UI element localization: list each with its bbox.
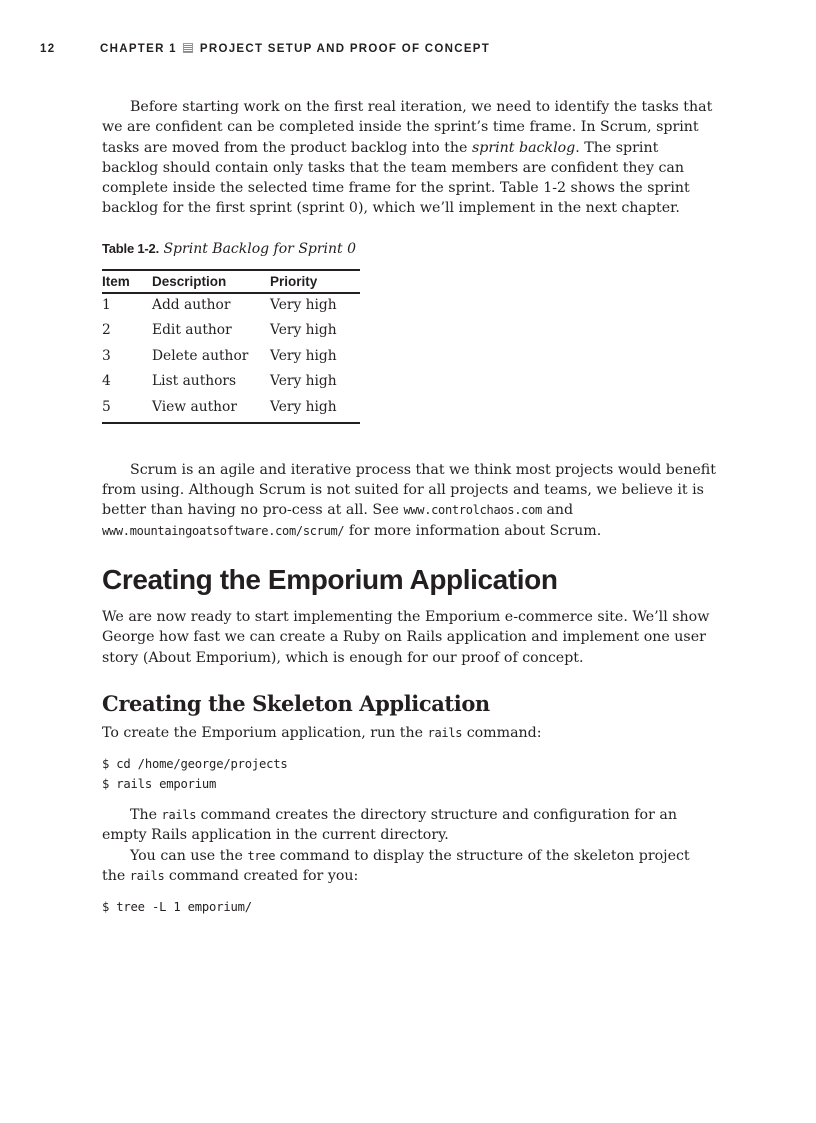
cell-item: 2 xyxy=(102,322,111,339)
cell-description: List authors xyxy=(152,373,237,390)
column-header-description: Description xyxy=(152,270,270,293)
table-row xyxy=(102,319,360,345)
cell-description: View author xyxy=(152,396,270,423)
cell-item: 1 xyxy=(102,296,111,313)
column-header-item: Item xyxy=(102,270,152,293)
code-block-tree: $ tree -L 1 emporium/ xyxy=(102,900,252,915)
link-mountaingoat[interactable]: www.mountaingoatsoftware.com/scrum/ xyxy=(102,523,345,538)
cell-item: 4 xyxy=(102,373,111,390)
rails-text-1: The xyxy=(130,807,162,824)
code-line: $ cd /home/george/projects xyxy=(102,757,288,772)
cell-priority: Very high xyxy=(270,347,337,364)
intro-text-2: . The sprint backlog should contain only tasks that the team members are confident they can complete inside the selected time frame for the sprint. Table 1-2 shows the sprint backlog for the first sprint (sprint 0), which we’ll implement in the next chapter. xyxy=(102,139,690,217)
code-block-create xyxy=(102,754,717,794)
table-row xyxy=(102,293,360,320)
scrum-text-1: Scrum is an agile and iterative process that we think most projects would benefit from using. Although Scrum is not suited for all projects and teams, we believe it is better than having no pro-cess at all. See xyxy=(102,461,716,519)
link-controlchaos[interactable]: www.controlchaos.com xyxy=(403,503,542,518)
cell-item: 5 xyxy=(102,396,152,423)
section1-paragraph: We are now ready to start implementing the Emporium e-commerce site. We’ll show George how fast we can create a Ruby on Rails application and implement one user story (About Emporium), which is enough for our proof of concept. xyxy=(102,608,710,666)
cell-priority: Very high xyxy=(270,373,337,390)
tree-paragraph xyxy=(102,846,717,887)
tree-text-2: command to display the structure of the skeleton project the xyxy=(102,847,690,885)
table-title: Sprint Backlog for Sprint 0 xyxy=(163,240,357,257)
scrum-text-2: for more information about Scrum. xyxy=(344,522,602,539)
skeleton-lead-text-2: command: xyxy=(462,724,542,741)
table-label: Table 1-2. xyxy=(102,240,160,256)
inline-code: tree xyxy=(247,848,276,863)
sprint-backlog-table xyxy=(102,269,360,424)
skeleton-lead xyxy=(102,723,717,743)
tree-text-1: You can use the xyxy=(130,847,248,864)
inline-code: rails xyxy=(129,869,165,884)
section-heading-emporium: Creating the Emporium Application xyxy=(102,563,558,595)
tree-text-3: command created for you: xyxy=(164,868,359,885)
running-header xyxy=(40,43,490,55)
cell-priority: Very high xyxy=(270,296,337,313)
table-caption xyxy=(102,241,717,257)
skeleton-lead-text-1: To create the Emporium application, run the xyxy=(102,724,428,741)
subsection-heading-skeleton: Creating the Skeleton Application xyxy=(102,690,490,716)
intro-paragraph xyxy=(102,97,717,219)
intro-text-1: Before starting work on the first real iteration, we need to identify the tasks that we are confident can be completed inside the sprint’s time frame. In Scrum, sprint tasks are moved from the product backlog into the xyxy=(102,99,713,156)
column-header-priority: Priority xyxy=(270,270,360,293)
table-row xyxy=(102,370,360,396)
scrum-text-mid: and xyxy=(541,502,574,519)
cell-item: 3 xyxy=(102,347,111,364)
scrum-paragraph xyxy=(102,460,717,541)
page-body xyxy=(102,97,717,917)
cell-priority: Very high xyxy=(270,322,337,339)
rails-text-2: command creates the directory structure and configuration for an empty Rails application in the current directory. xyxy=(102,807,677,844)
rails-paragraph xyxy=(102,805,717,846)
cell-description: Add author xyxy=(152,296,231,313)
table-row xyxy=(102,345,360,371)
inline-code: rails xyxy=(427,725,463,740)
table-header-row xyxy=(102,270,360,293)
chapter-title: PROJECT SETUP AND PROOF OF CONCEPT xyxy=(199,43,491,55)
cell-description: Edit author xyxy=(152,322,232,339)
chapter-label: CHAPTER 1 xyxy=(100,43,177,55)
cell-priority: Very high xyxy=(270,396,360,423)
code-line: $ rails emporium xyxy=(102,777,217,792)
page-number: 12 xyxy=(40,43,56,55)
inline-code: rails xyxy=(161,808,197,823)
header-separator-icon xyxy=(183,43,193,53)
cell-description: Delete author xyxy=(152,347,249,364)
intro-emphasis: sprint backlog xyxy=(471,139,576,156)
table-row xyxy=(102,396,360,423)
